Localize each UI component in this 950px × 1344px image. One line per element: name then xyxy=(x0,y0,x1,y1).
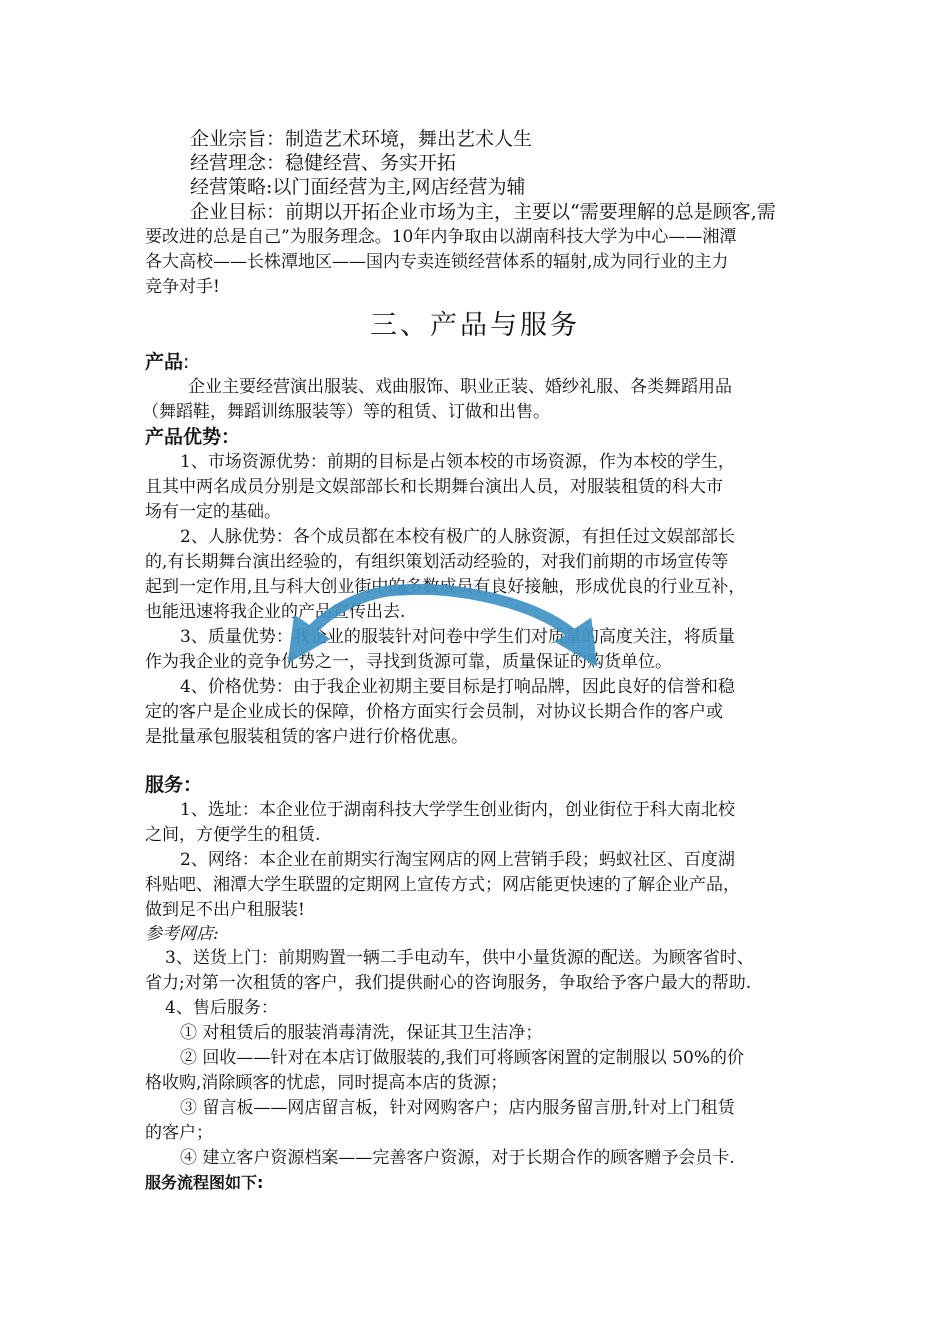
mubiao-line-3: 竞争对手! xyxy=(145,277,220,297)
linian-text: 稳健经营、务实开拓 xyxy=(285,152,457,174)
service-line-5: 3、送货上门：前期购置一辆二手电动车，供中小量货源的配送。为顾客省时、 xyxy=(165,948,754,968)
advantage-line-1: 且其中两名成员分别是文娱部部长和长期舞台演出人员，对服装租赁的科大市 xyxy=(145,477,723,497)
service-line-11: ③ 留言板——网店留言板，针对网购客户；店内服务留言册,针对上门租赁 xyxy=(180,1098,735,1118)
product-label-colon: : xyxy=(183,351,190,373)
advantage-line-10: 定的客户是企业成长的保障，价格方面实行会员制，对协议长期合作的客户或 xyxy=(145,702,723,722)
service-line-1: 之间，方便学生的租赁. xyxy=(145,825,321,845)
mission-celue xyxy=(190,175,525,199)
mission-mubiao xyxy=(190,200,776,224)
service-line-4: 做到足不出户租服装! xyxy=(145,900,305,920)
service-line-6: 省力;对第一次租赁的客户，我们提供耐心的咨询服务，争取给予客户最大的帮助. xyxy=(145,973,752,993)
celue-text: :以门面经营为主,网店经营为辅 xyxy=(266,176,526,198)
advantage-line-3: 2、人脉优势：各个成员都在本校有极广的人脉资源，有担任过文娱部部长 xyxy=(180,527,735,547)
advantage-line-5: 起到一定作用,且与科大创业街中的多数成员有良好接触，形成优良的行业互补， xyxy=(145,577,746,597)
celue-label: 经营策略 xyxy=(190,176,267,198)
product-heading xyxy=(145,350,189,374)
service-line-7: 4、售后服务： xyxy=(165,998,278,1018)
mubiao-line-2: 各大高校——长株潭地区——国内专卖连锁经营体系的辐射,成为同行业的主力 xyxy=(145,252,729,272)
product-line-0: 企业主要经营演出服装、戏曲服饰、职业正装、婚纱礼服、各类舞蹈用品 xyxy=(188,377,732,397)
advantage-line-8: 作为我企业的竞争优势之一，寻找到货源可靠，质量保证的购货单位。 xyxy=(145,652,672,672)
product-label: 产品 xyxy=(145,351,184,373)
service-line-0: 1、选址：本企业位于湖南科技大学学生创业街内，创业街位于科大南北校 xyxy=(180,800,735,820)
ref-shop-label: 参考网店: xyxy=(145,924,219,944)
service-line-13: ④ 建立客户资源档案——完善客户资源，对于长期合作的顾客赠予会员卡. xyxy=(180,1148,735,1168)
section-title: 三、产品与服务 xyxy=(370,310,580,341)
service-line-3: 科贴吧、湘潭大学生联盟的定期网上宣传方式；网店能更快速的了解企业产品， xyxy=(145,875,740,895)
mubiao-line-0: 前期以开拓企业市场为主，主要以“需要理解的总是顾客,需 xyxy=(285,201,776,223)
product-line-1: （舞蹈鞋，舞蹈训练服装等）等的租赁、订做和出售。 xyxy=(142,402,550,422)
zongzhi-text: 制造艺术环境，舞出艺术人生 xyxy=(285,128,533,150)
mission-linian xyxy=(190,151,456,175)
service-line-8: ① 对租赁后的服装消毒清洗，保证其卫生洁净； xyxy=(180,1023,543,1043)
advantage-line-9: 4、价格优势：由于我企业初期主要目标是打响品牌，因此良好的信誉和稳 xyxy=(180,677,735,697)
advantage-line-7: 3、质量优势：我企业的服装针对问卷中学生们对质量的高度关注，将质量 xyxy=(180,627,735,647)
advantage-heading: 产品优势： xyxy=(145,426,241,448)
service-heading: 服务： xyxy=(145,774,203,796)
flow-chart-label: 服务流程图如下: xyxy=(145,1173,264,1192)
zongzhi-label: 企业宗旨： xyxy=(190,128,286,150)
mubiao-line-1: 要改进的总是自己”为服务理念。10年内争取由以湖南科技大学为中心——湘潭 xyxy=(145,227,737,247)
service-line-10: 格收购,消除顾客的忧虑，同时提高本店的货源； xyxy=(145,1073,508,1093)
advantage-line-11: 是批量承包服装租赁的客户进行价格优惠。 xyxy=(145,727,468,747)
service-line-2: 2、网络：本企业在前期实行淘宝网店的网上营销手段；蚂蚁社区、百度湖 xyxy=(180,850,735,870)
advantage-line-2: 场有一定的基础。 xyxy=(145,502,281,522)
advantage-line-0: 1、市场资源优势：前期的目标是占领本校的市场资源，作为本校的学生， xyxy=(180,452,735,472)
linian-label: 经营理念： xyxy=(190,152,286,174)
service-line-12: 的客户； xyxy=(145,1123,213,1143)
advantage-line-4: 的,有长期舞台演出经验的，有组织策划活动经验的，对我们前期的市场宣传等 xyxy=(145,552,729,572)
service-line-9: ② 回收——针对在本店订做服装的,我们可将顾客闲置的定制服以 50%的价 xyxy=(180,1048,744,1068)
mubiao-label: 企业目标： xyxy=(190,201,286,223)
advantage-line-6: 也能迅速将我企业的产品宣传出去. xyxy=(145,602,406,622)
mission-zongzhi xyxy=(190,127,532,151)
